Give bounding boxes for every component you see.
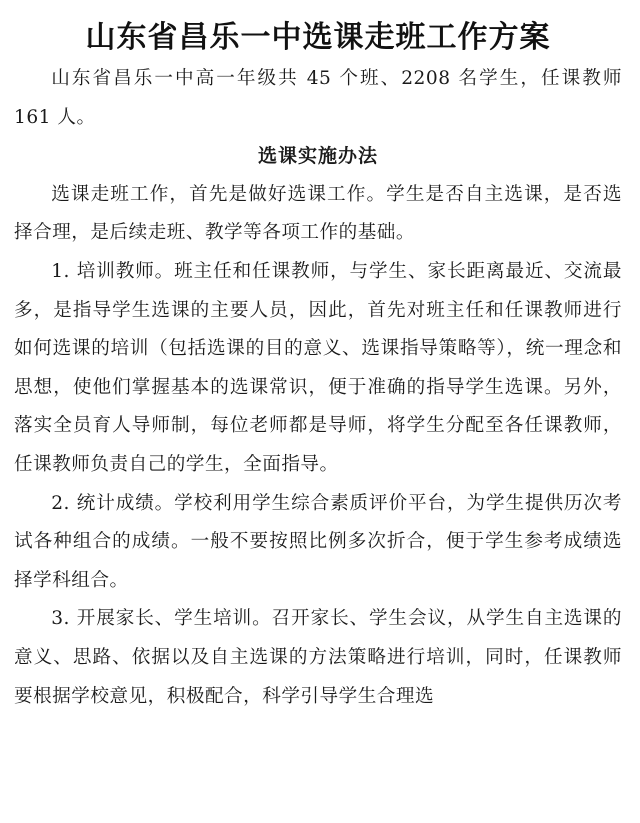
document-title: 山东省昌乐一中选课走班工作方案 [85, 20, 551, 55]
body-paragraph-overview: 选课走班工作，首先是做好选课工作。学生是否自主选课，是否选择合理，是后续走班、教学等各项工作的基础。 [14, 183, 622, 244]
body-paragraph-parent-student-training: 3. 开展家长、学生培训。召开家长、学生会议，从学生自主选课的意义、思路、依据以及自主选课的方法策略进行培训，同时，任课教师要根据学校意见，积极配合，科学引导学生合理选 [14, 608, 622, 707]
section-heading: 选课实施办法 [257, 145, 378, 168]
intro-paragraph: 山东省昌乐一中高一年级共 45 个班、2208 名学生，任课教师 161 人。 [14, 68, 622, 128]
body-paragraph-train-teachers: 1. 培训教师。班主任和任课教师，与学生、家长距离最近、交流最多，是指导学生选课的主要人员，因此，首先对班主任和任课教师进行如何选课的培训（包括选课的目的意义、选课指导策略等），统一理念和思想，使他们掌握基本的选课常识，便于准确的指导学生选课。另外，落实全员育人导师制，每位老师都是导师，将学生分配至各任课教师，任课教师负责自己的学生，全面指导。 [14, 260, 622, 475]
body-paragraph-statistics-scores: 2. 统计成绩。学校利用学生综合素质评价平台，为学生提供历次考试各种组合的成绩。一般不要按照比例多次折合，便于学生参考成绩选择学科组合。 [14, 492, 622, 591]
